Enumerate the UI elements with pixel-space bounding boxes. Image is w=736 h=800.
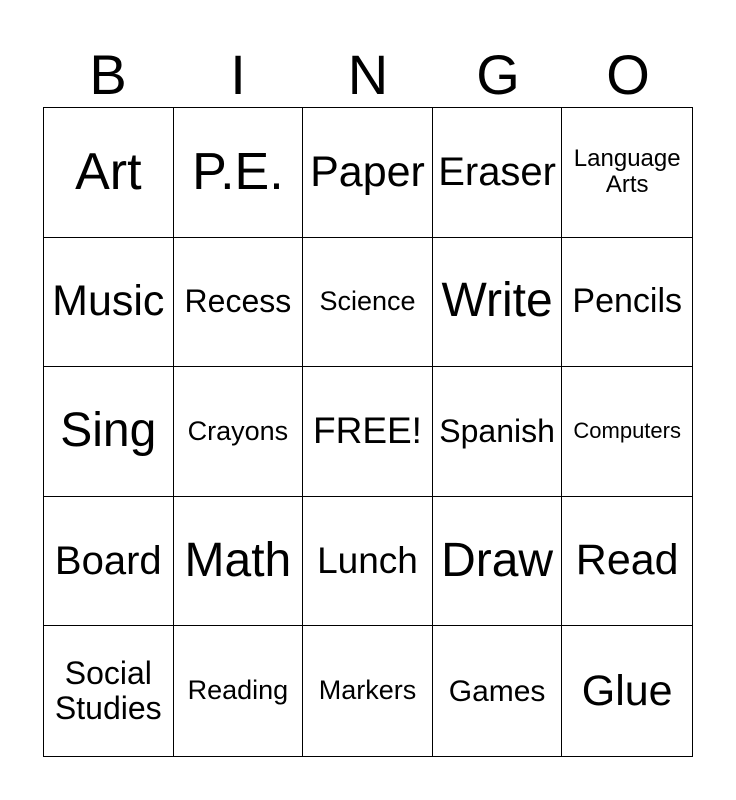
bingo-cell[interactable]: Computers bbox=[562, 367, 692, 497]
bingo-cell[interactable]: Language Arts bbox=[562, 108, 692, 238]
bingo-cell[interactable]: Social Studies bbox=[44, 626, 174, 756]
bingo-cell[interactable]: Lunch bbox=[303, 497, 433, 627]
header-letter-n: N bbox=[347, 43, 389, 106]
bingo-cell[interactable]: Games bbox=[433, 626, 563, 756]
bingo-cell[interactable]: Sing bbox=[44, 367, 174, 497]
bingo-cell[interactable]: Reading bbox=[174, 626, 304, 756]
bingo-free-space[interactable]: FREE! bbox=[303, 367, 433, 497]
bingo-cell[interactable]: Draw bbox=[433, 497, 563, 627]
bingo-cell[interactable]: Pencils bbox=[562, 238, 692, 368]
bingo-grid bbox=[43, 107, 693, 757]
bingo-cell[interactable]: Recess bbox=[174, 238, 304, 368]
bingo-cell[interactable]: Markers bbox=[303, 626, 433, 756]
bingo-cell[interactable]: Read bbox=[562, 497, 692, 627]
bingo-cell[interactable]: Music bbox=[44, 238, 174, 368]
bingo-cell[interactable]: P.E. bbox=[174, 108, 304, 238]
bingo-cell[interactable]: Crayons bbox=[174, 367, 304, 497]
bingo-cell[interactable]: Science bbox=[303, 238, 433, 368]
bingo-header bbox=[43, 44, 693, 106]
bingo-cell[interactable]: Math bbox=[174, 497, 304, 627]
header-letter-g: G bbox=[476, 43, 520, 106]
bingo-cell[interactable]: Spanish bbox=[433, 367, 563, 497]
header-letter-o: O bbox=[606, 43, 650, 106]
bingo-cell[interactable]: Paper bbox=[303, 108, 433, 238]
header-letter-i: I bbox=[230, 43, 246, 106]
bingo-cell[interactable]: Board bbox=[44, 497, 174, 627]
bingo-cell[interactable]: Glue bbox=[581, 666, 673, 715]
bingo-cell[interactable]: Write bbox=[433, 238, 563, 368]
bingo-cell[interactable]: Art bbox=[44, 108, 174, 238]
bingo-cell[interactable]: Eraser bbox=[433, 108, 563, 238]
header-letter-b: B bbox=[89, 43, 127, 106]
